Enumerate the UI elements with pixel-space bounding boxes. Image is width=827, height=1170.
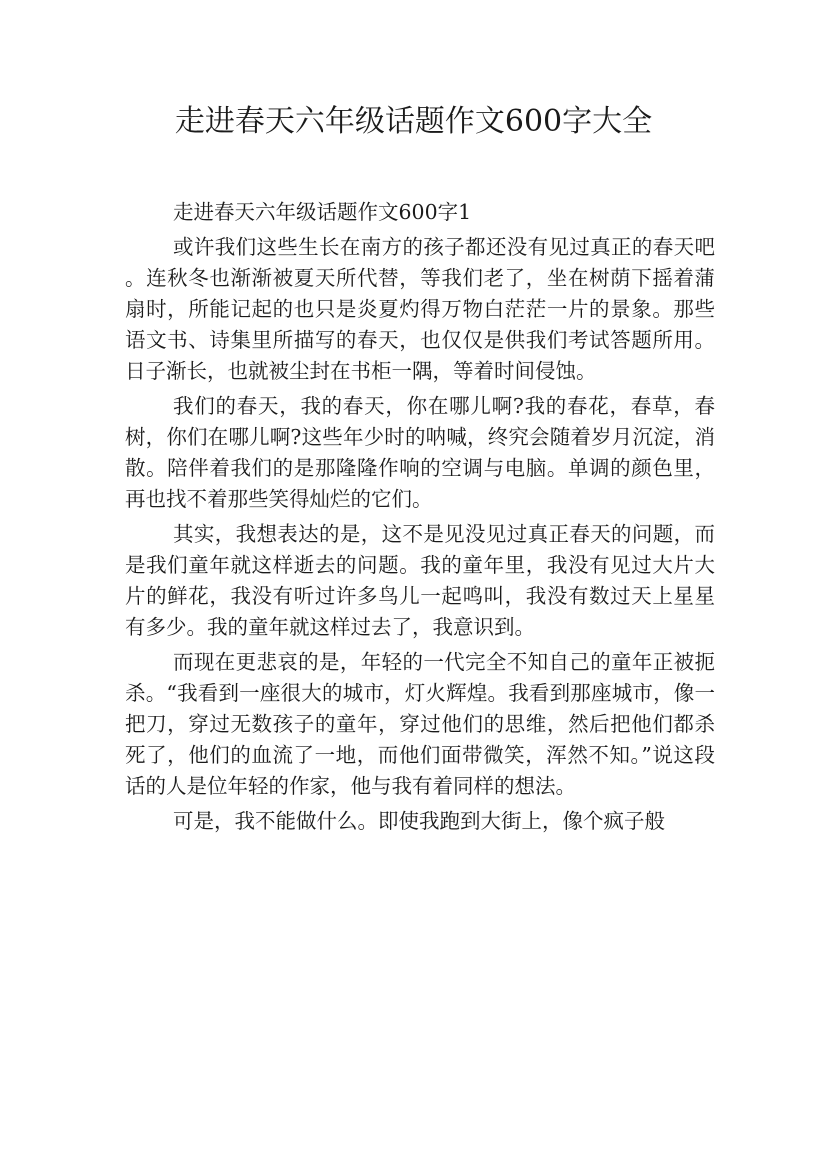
paragraph-1: 或许我们这些生长在南方的孩子都还没有见过真正的春天吧。连秋冬也渐渐被夏天所代替，等我们老了，坐在树荫下摇着蒲扇时，所能记起的也只是炎夏灼得万物白茫茫一片的景象。那些语文书、诗集里所描写的春天，也仅仅是供我们考试答题所用。日子渐长，也就被尘封在书柜一隅，等着时间侵蚀。	[125, 235, 715, 383]
paragraph-3: 其实，我想表达的是，这不是见没见过真正春天的问题，而是我们童年就这样逝去的问题。我的童年里，我没有见过大片大片的鲜花，我没有听过许多鸟儿一起鸣叫，我没有数过天上星星有多少。我的童年就这样过去了，我意识到。	[125, 522, 715, 639]
section-heading: 走进春天六年级话题作文600字1	[173, 200, 472, 224]
paragraph-2: 我们的春天，我的春天，你在哪儿啊?我的春花，春草，春树，你们在哪儿啊?这些年少时的呐喊，终究会随着岁月沉淀，消散。陪伴着我们的是那隆隆作响的空调与电脑。单调的颜色里，再也找不着那些笑得灿烂的它们。	[125, 394, 715, 511]
document-body	[125, 197, 715, 837]
paragraph-4: 而现在更悲哀的是，年轻的一代完全不知自己的童年正被扼杀。“我看到一座很大的城市，灯火辉煌。我看到那座城市，像一把刀，穿过无数孩子的童年，穿过他们的思维，然后把他们都杀死了，他们的血流了一地，而他们面带微笑，浑然不知。”说这段话的人是位年轻的作家，他与我有着同样的想法。	[125, 650, 715, 798]
paragraph-5: 可是，我不能做什么。即使我跑到大街上，像个疯子般	[173, 809, 665, 833]
document-title: 走进春天六年级话题作文600字大全	[174, 104, 653, 139]
